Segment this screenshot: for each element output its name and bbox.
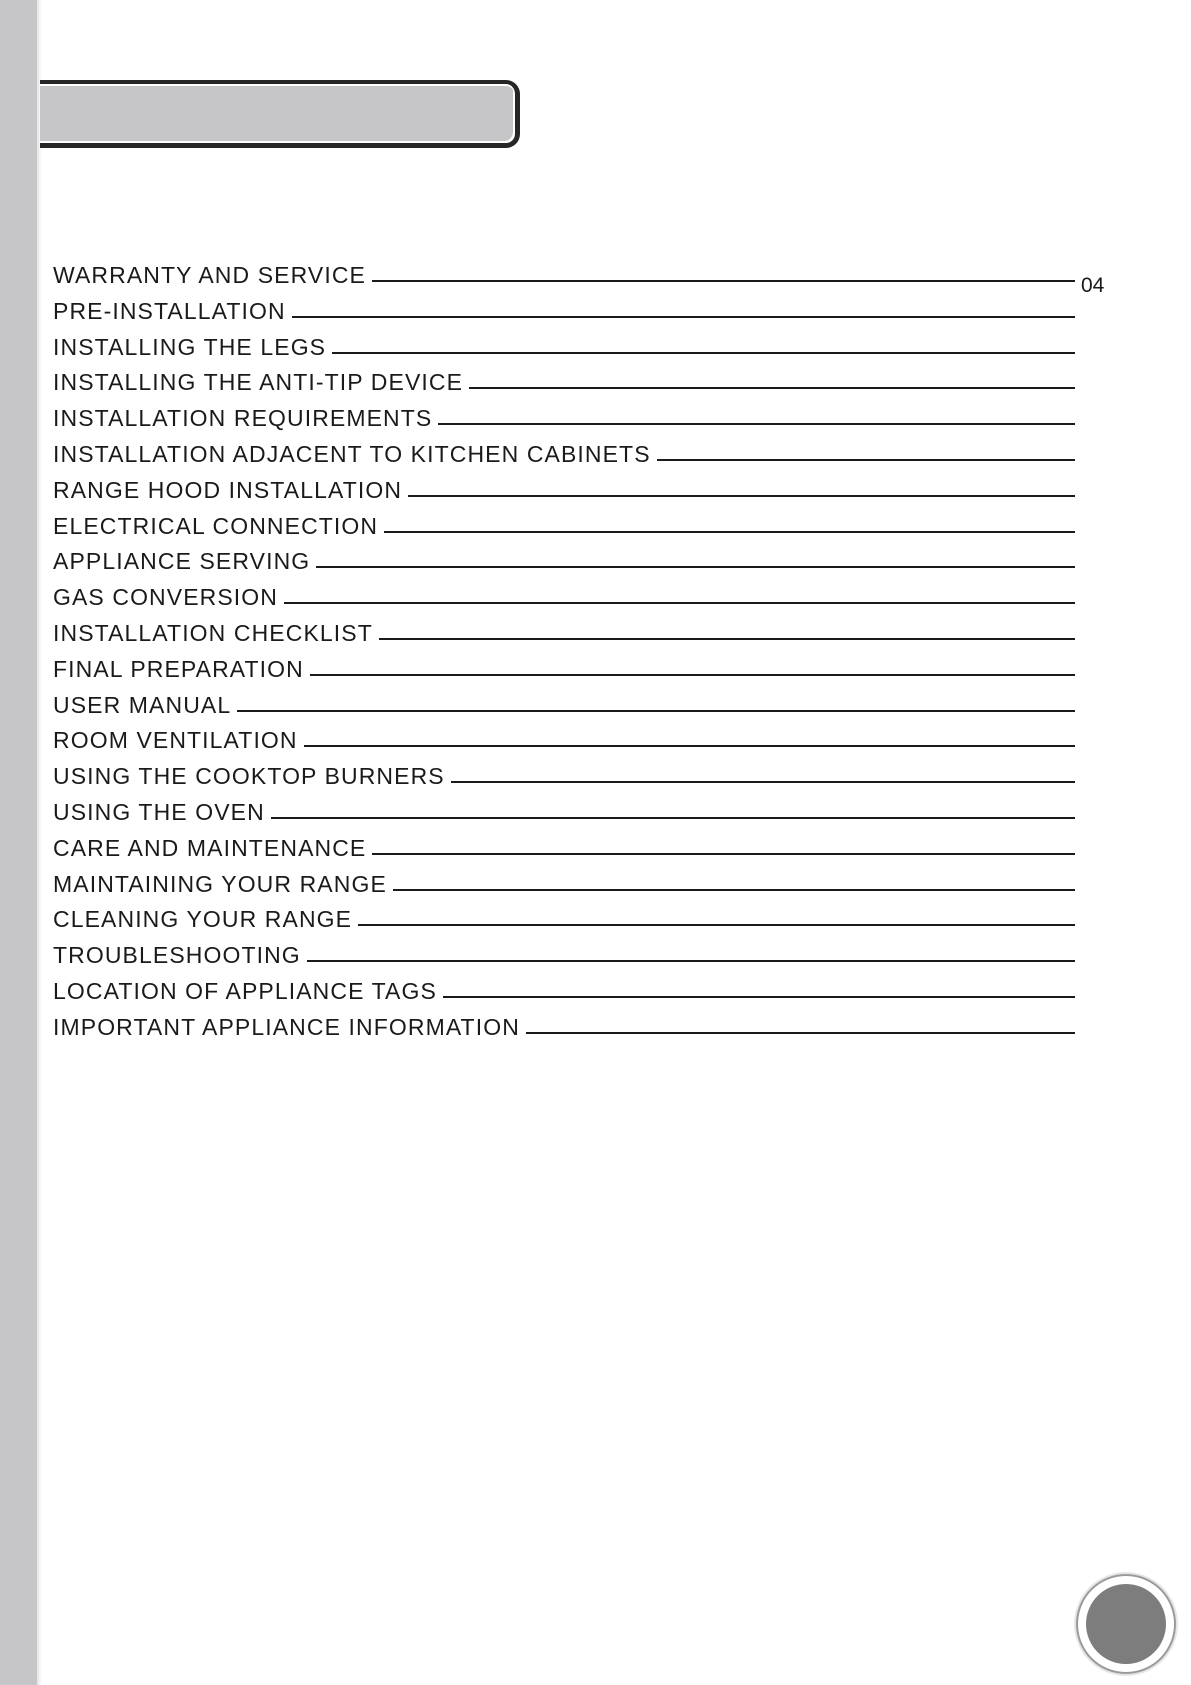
toc-entry[interactable] bbox=[53, 357, 1133, 395]
toc-entry-label: TROUBLESHOOTING bbox=[53, 942, 301, 969]
toc-leader-line bbox=[384, 531, 1075, 533]
toc-entry-label: USER MANUAL bbox=[53, 691, 232, 718]
toc-entry-label: FINAL PREPARATION bbox=[53, 655, 304, 682]
toc-leader-line bbox=[237, 710, 1075, 712]
toc-entry[interactable] bbox=[53, 572, 1133, 610]
toc-leader-line bbox=[408, 495, 1075, 497]
toc-entry-label: MAINTAINING YOUR RANGE bbox=[53, 870, 387, 897]
toc-entry[interactable] bbox=[53, 1002, 1133, 1040]
toc-leader-line bbox=[438, 423, 1075, 425]
toc-entry-label: LOCATION OF APPLIANCE TAGS bbox=[53, 978, 437, 1004]
toc-entry[interactable] bbox=[53, 536, 1133, 574]
toc-entry[interactable] bbox=[53, 680, 1133, 718]
toc-entry-label: APPLIANCE SERVING bbox=[53, 548, 311, 575]
toc-leader-line bbox=[271, 817, 1075, 819]
toc-entry[interactable] bbox=[53, 501, 1133, 539]
toc-entry[interactable] bbox=[53, 787, 1133, 825]
page-number bbox=[1086, 1584, 1166, 1664]
toc-entry-label: GAS CONVERSION bbox=[53, 584, 278, 611]
toc-leader-line bbox=[469, 387, 1075, 389]
toc-leader-line bbox=[316, 566, 1075, 568]
toc-entry-label: IMPORTANT APPLIANCE INFORMATION bbox=[53, 1013, 520, 1040]
toc-entry[interactable] bbox=[53, 644, 1133, 682]
toc-entry-label: INSTALLING THE ANTI-TIP DEVICE bbox=[53, 369, 464, 396]
toc-leader-line bbox=[526, 1032, 1075, 1034]
toc-entry-label: ROOM VENTILATION bbox=[53, 727, 298, 754]
toc-leader-line bbox=[292, 316, 1075, 318]
toc-entry[interactable] bbox=[53, 823, 1133, 861]
toc-entry[interactable] bbox=[53, 429, 1133, 467]
toc-entry[interactable] bbox=[53, 859, 1133, 897]
toc-leader-line bbox=[310, 674, 1075, 676]
toc-leader-line bbox=[284, 602, 1075, 604]
toc-entry-label: RANGE HOOD INSTALLATION bbox=[53, 476, 403, 503]
toc-leader-line bbox=[451, 781, 1075, 783]
toc-entry-label: USING THE OVEN bbox=[53, 799, 265, 825]
toc-entry-label: PRE-INSTALLATION bbox=[53, 297, 286, 324]
toc-entry-label: CLEANING YOUR RANGE bbox=[53, 906, 353, 933]
header-tab bbox=[40, 80, 520, 148]
page-number-badge bbox=[1076, 1574, 1176, 1674]
toc-leader-line bbox=[443, 996, 1075, 998]
toc-entry[interactable] bbox=[53, 322, 1133, 360]
toc-entry[interactable] bbox=[53, 286, 1133, 324]
toc-leader-line bbox=[332, 352, 1075, 354]
toc-entry-label: ELECTRICAL CONNECTION bbox=[53, 512, 379, 539]
toc-entry-label: USING THE COOKTOP BURNERS bbox=[53, 763, 445, 790]
toc-leader-line bbox=[657, 459, 1075, 461]
toc-entry[interactable] bbox=[53, 608, 1133, 646]
toc-leader-line bbox=[372, 280, 1075, 282]
toc-leader-line bbox=[307, 960, 1075, 962]
toc-entry[interactable] bbox=[53, 966, 1133, 1004]
toc-leader-line bbox=[358, 924, 1075, 926]
toc-entry-label: WARRANTY AND SERVICE bbox=[53, 262, 366, 288]
toc-entry[interactable] bbox=[53, 715, 1133, 753]
toc-leader-line bbox=[379, 638, 1075, 640]
toc-entry[interactable] bbox=[53, 930, 1133, 968]
toc-leader-line bbox=[304, 745, 1075, 747]
toc-entry-label: INSTALLATION ADJACENT TO KITCHEN CABINETS bbox=[53, 441, 651, 467]
toc-entry[interactable] bbox=[53, 894, 1133, 932]
toc-leader-line bbox=[393, 889, 1075, 891]
toc-entry[interactable] bbox=[53, 751, 1133, 789]
toc-entry-label: INSTALLING THE LEGS bbox=[53, 333, 327, 360]
toc-entry-label: INSTALLATION REQUIREMENTS bbox=[53, 405, 433, 432]
side-bar bbox=[0, 0, 37, 1685]
toc-entry[interactable] bbox=[53, 465, 1133, 503]
toc-entry-label: INSTALLATION CHECKLIST bbox=[53, 620, 373, 646]
toc-entry-page: 04 bbox=[1081, 274, 1105, 297]
toc-entry[interactable] bbox=[53, 250, 1133, 297]
toc-entry[interactable] bbox=[53, 393, 1133, 431]
side-bar-edge bbox=[37, 0, 42, 1685]
toc-entry-label: CARE AND MAINTENANCE bbox=[53, 834, 367, 861]
toc-leader-line bbox=[372, 853, 1075, 855]
